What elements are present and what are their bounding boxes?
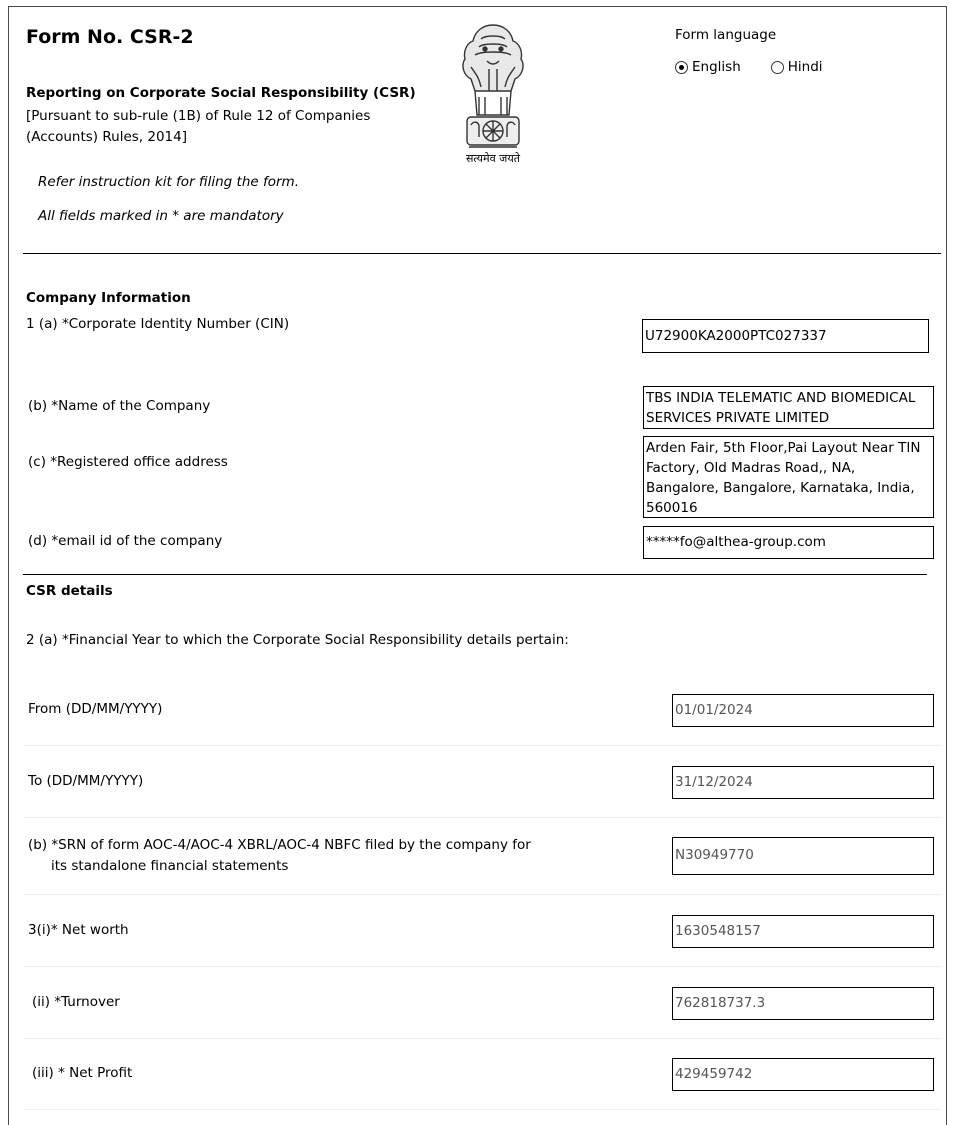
registered-address-field[interactable]: Arden Fair, 5th Floor,Pai Layout Near TIN Factory, Old Madras Road,, NA, Bangalore, Bangalore, Karnataka, India, 560016 xyxy=(643,436,934,518)
radio-unchecked-icon[interactable] xyxy=(771,61,784,74)
csr-details-heading: CSR details xyxy=(26,583,113,599)
instruction-note: Refer instruction kit for filing the form. xyxy=(38,174,299,190)
company-info-heading: Company Information xyxy=(26,290,191,306)
srn-label: (b) *SRN of form AOC-4/AOC-4 XBRL/AOC-4 NBFC filed by the company for xyxy=(28,837,531,853)
company-name-field[interactable]: TBS INDIA TELEMATIC AND BIOMEDICAL SERVICES PRIVATE LIMITED xyxy=(643,386,934,429)
from-date-field[interactable]: 01/01/2024 xyxy=(672,694,934,727)
row-separator xyxy=(23,745,941,746)
email-label: (d) *email id of the company xyxy=(28,533,223,549)
row-separator xyxy=(23,1109,941,1110)
radio-checked-icon[interactable] xyxy=(675,61,688,74)
row-separator xyxy=(23,966,941,967)
cin-label: 1 (a) *Corporate Identity Number (CIN) xyxy=(26,316,290,332)
company-name-label: (b) *Name of the Company xyxy=(28,398,211,414)
srn-field[interactable]: N30949770 xyxy=(672,837,934,875)
cin-field[interactable]: U72900KA2000PTC027337 xyxy=(642,319,929,353)
net-profit-field[interactable]: 429459742 xyxy=(672,1058,934,1091)
mandatory-note: All fields marked in * are mandatory xyxy=(38,208,284,224)
form-language-label: Form language xyxy=(675,27,777,43)
row-separator xyxy=(23,894,941,895)
form-title: Form No. CSR-2 xyxy=(26,26,194,48)
turnover-field[interactable]: 762818737.3 xyxy=(672,987,934,1020)
to-date-label: To (DD/MM/YYYY) xyxy=(28,773,144,789)
lion-capital-icon xyxy=(445,17,541,167)
registered-address-label: (c) *Registered office address xyxy=(28,454,228,470)
row-separator xyxy=(23,817,941,818)
language-radio-group xyxy=(675,59,823,75)
net-profit-label: (iii) * Net Profit xyxy=(32,1065,133,1081)
from-date-label: From (DD/MM/YYYY) xyxy=(28,701,163,717)
language-option-hindi[interactable] xyxy=(771,59,823,75)
national-emblem xyxy=(445,17,541,167)
net-worth-field[interactable]: 1630548157 xyxy=(672,915,934,948)
emblem-motto: सत्यमेव जयते xyxy=(465,152,520,165)
row-separator xyxy=(23,1038,941,1039)
financial-year-label: 2 (a) *Financial Year to which the Corporate Social Responsibility details pertain: xyxy=(26,632,569,648)
form-subtitle: Reporting on Corporate Social Responsibility (CSR) xyxy=(26,85,416,101)
turnover-label: (ii) *Turnover xyxy=(32,994,120,1010)
language-option-english[interactable] xyxy=(675,59,741,75)
pursuant-note: [Pursuant to sub-rule (1B) of Rule 12 of Companies (Accounts) Rules, 2014] xyxy=(26,108,371,145)
email-field[interactable]: *****fo@althea-group.com xyxy=(643,526,934,559)
header-divider xyxy=(23,253,941,254)
srn-label-continued: its standalone financial statements xyxy=(51,858,289,874)
company-info-divider xyxy=(23,574,927,575)
form-page xyxy=(8,6,947,1125)
language-option-label: English xyxy=(692,59,741,75)
language-option-label: Hindi xyxy=(787,59,823,75)
net-worth-label: 3(i)* Net worth xyxy=(28,922,129,938)
to-date-field[interactable]: 31/12/2024 xyxy=(672,766,934,799)
